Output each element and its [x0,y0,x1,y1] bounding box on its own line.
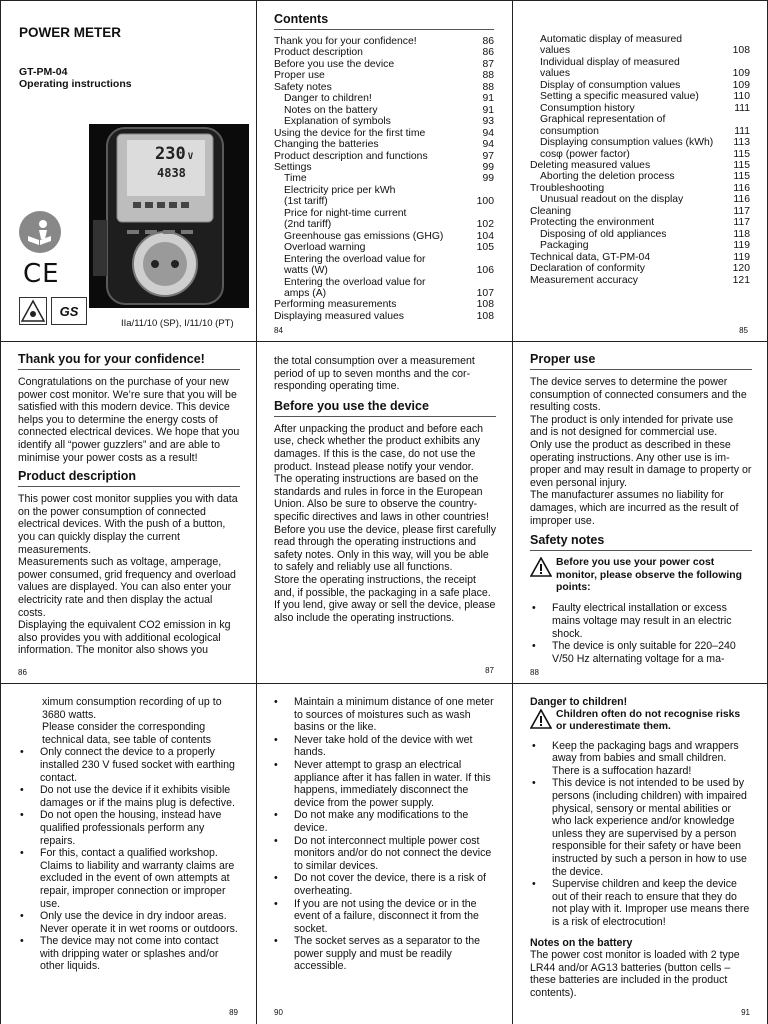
toc-entry[interactable] [274,70,494,81]
paragraph: Store the operating instructions, the receipt and, if possible, the packaging in a safe place. [274,573,491,599]
toc-entry-page: 88 [482,81,494,93]
paragraph: The operating instructions are based on the standards and rules in force in the European Union. Also be sure to observe the country-specific directives and laws in other countries! [274,473,489,523]
toc-entry-label: Display of consumption values [540,79,681,91]
toc-entry-page [466,185,494,196]
bullet-dot-icon: • [532,739,536,752]
toc-entry-label: Proper use [274,70,325,82]
bullet-text: Do not cover the device, there is a risk of overheating. [294,872,486,897]
page-88 [530,352,752,680]
warning-box [530,557,752,594]
toc-entry[interactable] [274,47,494,58]
toc-entry-label: Unusual readout on the display [540,194,684,206]
bullet-dot-icon: • [20,910,24,923]
column-divider [256,0,257,1024]
toc-entry-label: Displaying measured values [274,310,404,322]
toc-entry-label: Consumption history [540,102,635,114]
bullet-text: Do not open the housing, instead have qualified professionals perform any repairs. [40,809,222,847]
contents-heading: Contents [274,12,494,30]
toc-entry-page: 115 [733,148,750,160]
bullet-item [18,809,240,847]
toc-entry-label: Deleting measured values [530,159,651,171]
toc-entry-label: Product description [274,47,363,59]
toc-entry[interactable] [274,265,494,276]
bullet-dot-icon: • [20,746,24,759]
bullet-text: Do not make any modifications to the device. [294,809,469,834]
bullet-text: Do not use the device if it exhibits visible damages or if the mains plug is defective. [40,784,235,809]
bullet-item [272,759,494,809]
toc-entry-page: 109 [732,79,750,91]
toc-entry-page: 86 [482,47,494,59]
toc-entry[interactable] [274,242,494,253]
toc-entry-label: Measurement accuracy [530,274,638,286]
bullet-item [18,910,240,935]
toc-entry-label: Technical data, GT-PM-04 [530,251,651,263]
page-89 [18,696,240,1022]
toc-entry-page: 102 [476,219,494,231]
toc-entry[interactable] [530,160,750,171]
cover-page [1,1,256,341]
toc-entry[interactable] [530,229,750,240]
bullet-text: Faulty electrical installation or excess mains voltage may result in an electric shock. [552,602,732,640]
bullet-dot-icon: • [274,809,278,822]
bullet-item [530,777,752,878]
toc-entry-page: 117 [733,205,750,217]
toc-entry[interactable] [274,59,494,70]
toc-entry-label: Cleaning [530,205,572,217]
bullet-text: The device may not come into contact with dripping water or splashes and/or other liquids. [40,935,219,973]
bullet-item [272,734,494,759]
toc-entry-label: (2nd tariff) [284,219,332,231]
toc-entry-label: Packaging [540,240,589,252]
toc-entry-label: Automatic display of measured [540,34,683,45]
toc-entry-label: Electricity price per kWh [284,184,396,196]
paragraph: Before you use the device, please first carefully read through the operating instructions and safety notes. Only in this way, will you be able to safely and reliably use all functions. [274,523,496,574]
page-number: 90 [274,1008,283,1017]
bullet-dot-icon: • [532,878,536,891]
page-90 [272,696,494,1022]
bullet-text: If you are not using the device or in the event of a failure, disconnect it from the socket. [294,897,479,935]
toc-entry[interactable] [274,311,494,322]
voltage-value: 230 [155,144,186,164]
toc-entry[interactable] [274,105,494,116]
toc-entry-page [466,277,494,288]
bullet-dot-icon: • [20,784,24,797]
toc-entry-page [466,208,494,219]
toc-entry[interactable] [274,231,494,242]
warning-triangle-icon [530,709,556,734]
toc-entry-page [722,34,750,45]
bullet-item [18,784,240,809]
bullet-item [18,847,240,910]
toc-entry[interactable] [274,185,494,196]
toc-entry-page: 116 [733,194,750,206]
bullet-dot-icon: • [532,640,536,653]
bullet-item [272,872,494,897]
toc-entry-label: values [540,45,571,57]
page-86 [18,352,240,680]
toc-entry-label: consumption [540,125,599,137]
toc-entry[interactable] [530,103,750,114]
bullet-dot-icon: • [20,809,24,822]
bullet-text: Supervise children and keep the device out of their reach to ensure that they do not play with it. Improper use means there is a risk of electrocution! [552,878,750,928]
bullet-item [18,935,240,973]
toc-entry-page: 93 [482,116,494,128]
page-number: 87 [485,666,494,675]
toc-entry-page: 120 [732,263,750,275]
toc-entry-label: Thank you for your confidence! [274,36,417,47]
toc-entry-page: 91 [482,93,494,105]
toc-entry[interactable] [274,277,494,288]
toc-entry-label: Aborting the deletion process [540,171,675,183]
paragraph: The manufacturer assumes no liability for damages, which are incurred as the result of improper use. [530,489,739,527]
toc-entry-label: amps (A) [284,287,327,299]
toc-entry-page: 119 [733,240,750,252]
toc-entry-page: 121 [732,274,750,286]
toc-entry[interactable] [530,149,750,160]
contents-page-left [274,12,494,338]
section-heading: Before you use the device [274,399,496,417]
toc-entry-page: 119 [733,251,750,263]
toc-entry-label: Individual display of measured [540,56,680,68]
toc-entry[interactable] [274,208,494,219]
toc-entry[interactable] [530,45,750,56]
toc-entry-page: 109 [732,68,750,80]
toc-entry-label: Graphical representation of [540,114,666,126]
bullet-text: Never take hold of the device with wet hands. [294,733,473,759]
read-manual-icon [19,211,61,253]
toc-entry-page [722,114,750,125]
toc-entry-page: 88 [482,70,494,82]
row-divider [0,683,768,684]
toc-entry-page: 106 [476,265,494,277]
paragraph: This power cost monitor supplies you with data on the power consumption of connected electrical devices. With the push of a button, you can quickly display the current measurements. [18,493,238,556]
toc-entry-label: Greenhouse gas emissions (GHG) [284,230,444,242]
section-heading: Product description [18,469,240,487]
toc-entry[interactable] [274,151,494,162]
toc-entry-label: Danger to children! [284,93,372,105]
toc-entry-page: 105 [476,242,494,254]
toc-entry[interactable] [530,114,750,125]
toc-entry[interactable] [530,217,750,228]
toc-entry-label: cosφ (power factor) [540,148,630,160]
bullet-text: Maintain a minimum distance of one meter to sources of moistures such as wash basins or the like. [294,696,494,734]
bullet-text: Only connect the device to a properly installed 230 V fused socket with earthing contact. [40,746,235,784]
toc-entry-page: 115 [733,159,750,171]
toc-entry-page: 108 [476,310,494,322]
toc-entry[interactable] [530,275,750,286]
bullet-text: The socket serves as a separator to the power supply and must be readily accessible. [294,935,481,973]
toc-entry[interactable] [274,82,494,93]
toc-entry-page: 108 [732,45,750,57]
toc-entry-label: watts (W) [284,265,328,277]
paragraph: Only use the product as described in these operating instructions. Any other use is improper and may result in damage to property or even personal injury. [530,438,752,489]
toc-entry-page: 110 [733,91,750,103]
toc-entry-label: Disposing of old appliances [540,228,667,240]
page-number: 88 [530,668,539,677]
paragraph: After unpacking the product and before each use, check whether the product exhibits any damages. If this is the case, do not use the product. Instead please notify your vendor. [274,422,484,473]
bullet-item [18,746,240,784]
toc-entry-page: 87 [482,58,494,70]
bullet-dot-icon: • [274,834,278,847]
toc-entry[interactable] [274,93,494,104]
toc-entry-label: Safety notes [274,81,332,93]
section-heading: Safety notes [530,533,752,551]
bullet-list [530,740,752,929]
paragraph: The device serves to determine the power consumption of connected consumers and the resulting costs. [530,376,747,414]
gs-mark-label: GS [59,303,79,319]
bullet-text: Keep the packaging bags and wrappers away from babies and small children. There is a suffocation hazard! [552,739,739,777]
warning-triangle-icon [530,557,556,582]
toc-entry-label: Entering the overload value for [284,253,426,265]
section-heading: Proper use [530,352,752,370]
toc-entry[interactable] [274,288,494,299]
bullet-text: Do not interconnect multiple power cost monitors and/or do not connect the device to similar devices. [294,834,492,872]
page-number: 85 [739,326,748,335]
bullet-item [530,640,752,665]
toc-entry-page [466,254,494,265]
page-91 [530,696,752,1022]
gs-mark [51,297,87,325]
toc-entry-label: Overload warning [284,242,366,254]
paragraph: The power cost monitor is loaded with 2 type LR44 and/or AG13 batteries (button cells – these batteries are included in the product contents). [530,949,740,999]
bullet-text: Never attempt to grasp an electrical appliance after it has fallen in water. If this happens, immediately disconnect the device from the power supply. [294,758,491,809]
toc-list [274,36,494,322]
continued-text: ximum consumption recording of up to 3680 watts. [42,696,222,721]
toc-entry[interactable] [274,36,494,47]
page-87 [274,355,496,681]
toc-entry[interactable] [274,173,494,184]
toc-entry[interactable] [530,57,750,68]
toc-entry-label: Before you use the device [274,58,395,70]
continued-text: Please consider the corresponding technical data, see table of contents [42,721,212,746]
warning-text: Children often do not recognise risks or underestimate them. [556,708,741,732]
bullet-dot-icon: • [274,897,278,910]
cover-title: POWER METER [19,25,122,40]
toc-entry-page: 94 [482,139,494,151]
column-divider [512,0,513,1024]
toc-entry[interactable] [530,171,750,182]
section-heading: Thank you for your confidence! [18,352,240,370]
toc-entry-label: Product description and functions [274,150,428,162]
toc-entry[interactable] [530,68,750,79]
bullet-item [272,696,494,734]
toc-entry-label: Time [284,173,307,185]
bullet-dot-icon: • [274,733,278,746]
toc-entry[interactable] [530,252,750,263]
toc-entry-page: 99 [482,161,494,173]
toc-entry[interactable] [530,183,750,194]
toc-entry-page: 116 [733,182,750,194]
cover-subtitle: Operating instructions [19,78,132,90]
bullet-item [272,898,494,936]
page-number: 89 [229,1008,238,1017]
bullet-text: Only use the device in dry indoor areas. Never operate it in wet rooms or outdoors. [40,910,238,935]
edition-note: IIa/11/10 (SP), I/11/10 (PT) [121,318,234,329]
bullet-item [272,935,494,973]
toc-entry[interactable] [274,162,494,173]
toc-entry[interactable] [530,194,750,205]
toc-entry-page: 108 [476,299,494,311]
toc-entry[interactable] [530,126,750,137]
bullet-list [18,746,240,973]
toc-entry-label: Entering the overload value for [284,276,426,288]
toc-entry[interactable] [274,116,494,127]
toc-entry[interactable] [530,240,750,251]
toc-entry-page: 97 [482,150,494,162]
bullet-item [530,602,752,640]
toc-entry-label: Displaying consumption values (kWh) [540,137,714,149]
toc-entry[interactable] [530,91,750,102]
toc-entry[interactable] [530,263,750,274]
toc-entry-label: Changing the batteries [274,139,379,151]
toc-list [530,34,750,286]
bullet-dot-icon: • [20,847,24,860]
row-divider [0,341,768,342]
paragraph: If you lend, give away or sell the device, please also include the operating instructions. [274,599,496,624]
toc-entry-label: Using the device for the first time [274,127,426,139]
warning-text: Before you use your power cost monitor, please observe the following points: [556,557,742,593]
toc-entry-label: Declaration of conformity [530,263,645,275]
toc-entry[interactable] [274,299,494,310]
toc-entry-label: (1st tariff) [284,196,328,208]
toc-entry-label: Performing measurements [274,299,397,311]
bullet-dot-icon: • [274,872,278,885]
toc-entry-label: Settings [274,161,312,173]
toc-entry-page [722,57,750,68]
toc-entry-page: 99 [482,173,494,185]
bullet-dot-icon: • [274,758,278,771]
ce-mark: CE [23,259,60,289]
toc-entry-label: Explanation of symbols [284,116,391,128]
paragraph: Displaying the equivalent CO2 emission in kg also provides you with additional ecological information. The monitor also shows you [18,619,231,657]
contents-page-right [530,34,750,338]
toc-entry-label: Price for night-time current [284,207,407,219]
voltage-unit: V [187,152,194,162]
toc-entry-label: Protecting the environment [530,217,655,229]
toc-entry-label: values [540,68,571,80]
toc-entry-page: 117 [733,217,750,229]
bullet-dot-icon: • [532,602,536,615]
toc-entry-page: 111 [734,125,750,137]
bullet-item [272,835,494,873]
toc-entry[interactable] [274,139,494,150]
toc-entry-label: Notes on the battery [284,104,378,116]
toc-entry-page: 115 [733,171,750,183]
toc-entry[interactable] [274,196,494,207]
toc-entry-page: 100 [476,196,494,208]
paragraph: the total consumption over a measurement period of up to seven months and the corresponding operating time. [274,355,475,393]
safety-triangle-mark-icon [19,297,47,325]
page-number: 84 [274,326,283,335]
toc-entry-page: 113 [733,137,750,149]
toc-entry[interactable] [530,34,750,45]
bullet-item [272,809,494,834]
toc-entry[interactable] [274,128,494,139]
bullet-list [530,602,752,665]
bullet-list [272,696,494,973]
bullet-text: The device is only suitable for 220–240 V/50 Hz alternating voltage for a ma- [552,640,736,665]
display-reading-secondary: 4838 [157,166,186,180]
toc-entry[interactable] [274,219,494,230]
bullet-text: For this, contact a qualified workshop. Claims to liability and warranty claims are excluded in the event of own attempts at repair, improper connection or improper use. [40,847,235,910]
section-heading: Notes on the battery [530,936,633,949]
toc-entry-page: 94 [482,127,494,139]
toc-entry-page: 91 [482,104,494,116]
toc-entry-label: Troubleshooting [530,182,605,194]
bullet-item [530,740,752,778]
toc-entry-page: 107 [476,287,494,299]
bullet-text: This device is not intended to be used by persons (including children) with impaired physical, sensory or mental abilities or who lack experience and/or knowledge unless they are supervised by a person responsible for their safety or have been instructed by such a person in how to use the device. [552,777,747,878]
bullet-dot-icon: • [532,777,536,790]
toc-entry-page: 104 [476,230,494,242]
bullet-dot-icon: • [274,935,278,948]
page-number: 91 [741,1008,750,1017]
bullet-dot-icon: • [274,696,278,708]
bullet-item [530,878,752,928]
paragraph: Measurements such as voltage, amperage, power consumed, grid frequency and overload values are displayed. You can also enter your electricity rate and then display the actual costs. [18,556,236,619]
toc-entry-page: 86 [482,36,494,47]
display-reading-voltage [155,144,193,164]
toc-entry[interactable] [530,137,750,148]
paragraph: The product is only intended for private use and is not designed for commercial use. [530,413,734,439]
paragraph: Congratulations on the purchase of your new power cost monitor. We’re sure that you will be satisfied with this modern device. This device helps you to determine the energy costs of connected electrical devices. We hope that you identify all “power guzzlers” and are able to minimise your power costs as a result! [18,376,240,464]
power-meter-photo [89,124,249,308]
toc-entry-label: Setting a specific measured value) [540,91,699,103]
bullet-dot-icon: • [20,935,24,948]
toc-entry-page: 118 [733,228,750,240]
model-number: GT-PM-04 [19,66,68,78]
section-heading: Danger to children! [530,696,628,708]
page-number: 86 [18,668,27,677]
toc-entry[interactable] [274,254,494,265]
warning-box [530,709,752,734]
toc-entry[interactable] [530,206,750,217]
toc-entry-page: 111 [734,102,750,114]
toc-entry[interactable] [530,80,750,91]
